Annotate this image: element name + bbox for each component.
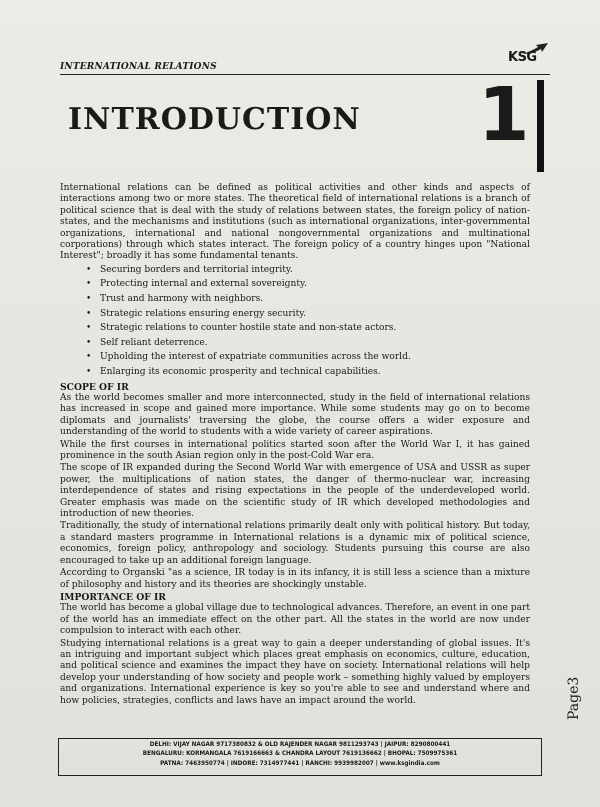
chapter-title: INTRODUCTION — [68, 102, 361, 137]
list-item: • Trust and harmony with neighbors. — [86, 294, 264, 305]
contact-footer — [58, 738, 542, 776]
list-item: • Protecting internal and external sovereignty. — [86, 279, 307, 290]
tenants-list — [60, 265, 530, 378]
list-item: • Strategic relations ensuring energy security. — [86, 308, 307, 319]
chapter-bar — [537, 80, 544, 172]
scope-paragraph: As the world becomes smaller and more interconnected, study in the field of international relations has increased in scope and gained more importance. While some students may go on to become diplomats and journalists' traversing the globe, the course offers a wider exposure and understanding of the world to students with a wide variety of career aspirations. — [60, 393, 530, 438]
header-rule — [60, 74, 550, 75]
list-item: • Securing borders and territorial integrity. — [86, 264, 293, 275]
scope-paragraph: Traditionally, the study of international relations primarily dealt only with political history. But today, a standard masters programme in International relations is a dynamic mix of political science, economics, foreign policy, anthropology and sociology. Students pursuing this course are also encouraged to take up an additional foreign language. — [60, 521, 530, 566]
importance-paragraph: Studying international relations is a great way to gain a deeper understanding of global issues. It's an intriguing and important subject which places great emphasis on economics, culture, education, and political science and examines the impact they have on society. International relations will help develop your understanding of how society and people work – something highly valued by employers and organizations. International experience is key so you're able to see and understand where and how policies, strategies, conflicts and laws have an impact around the world. — [60, 638, 530, 706]
list-item: • Upholding the interest of expatriate communities across the world. — [86, 352, 411, 363]
list-item: • Enlarging its economic prosperity and technical capabilities. — [86, 367, 381, 377]
bullet-icon: • — [86, 294, 92, 305]
importance-paragraph: The world has become a global village due to technological advances. Therefore, an event in one part of the world has an immediate effect on the other part. All the states in the world are now under compulsion to interact with each other. — [60, 603, 530, 637]
list-item: • Self reliant deterrence. — [86, 337, 208, 348]
bullet-icon: • — [86, 279, 92, 290]
section-heading-importance: IMPORTANCE OF IR — [60, 591, 166, 603]
intro-paragraph: International relations can be defined as political activities and other kinds and aspects of interactions among two or more states. The theoretical field of international relations is a branch of political science that is deal with the study of relations between states, the foreign policy of nation-states, and the mechanisms and institutions (such as international organizations, inter-governmental organizations, international and national nongovernmental organizations and multinational corporations) through which states interact. The foreign policy of a country hinges upon "National Interest"; broadly it has some fundamental tenants. — [60, 183, 530, 262]
bullet-icon: • — [86, 337, 92, 348]
footer-line: DELHI: VIJAY NAGAR 9717380832 & OLD RAJENDER NAGAR 9811293743 | JAIPUR: 8290800441 — [149, 742, 451, 748]
bullet-icon: • — [86, 308, 92, 319]
list-item: • Strategic relations to counter hostile state and non-state actors. — [86, 323, 397, 334]
scope-paragraph: The scope of IR expanded during the Second World War with emergence of USA and USSR as super power, the multiplications of nation states, the danger of thermo-nuclear war, increasing interdependence of states and rising expectations in the people of the underdeveloped world. Greater emphasis was made on the scientific study of IR which developed methodologies and introduction of new theories. — [60, 463, 530, 520]
ksg-logo: KSG — [508, 50, 537, 65]
bullet-icon: • — [86, 352, 92, 363]
footer-line: PATNA: 7463950774 | INDORE: 7314977441 | RANCHI: 9939982007 | www.ksgindia.com — [160, 760, 440, 767]
scope-paragraph: While the first courses in international politics started soon after the World War I, it has gained prominence in the south Asian region only in the post-Cold War era. — [60, 439, 530, 462]
running-title: INTERNATIONAL RELATIONS — [60, 62, 217, 72]
section-heading-scope: SCOPE OF IR — [60, 381, 129, 393]
footer-line: BENGALURU: KORMANGALA 7619166663 & CHANDRA LAYOUT 7619136662 | BHOPAL: 7509975361 — [142, 751, 458, 758]
scope-paragraph: According to Organski "as a science, IR today is in its infancy, it is still less a science than a mixture of philosophy and history and its theories are shockingly unstable. — [60, 568, 530, 590]
chapter-number: 1 — [478, 72, 530, 158]
page-number: Page3 — [566, 676, 582, 720]
bullet-icon: • — [86, 367, 92, 377]
bullet-icon: • — [86, 264, 92, 275]
chapter-content — [60, 183, 530, 708]
bullet-icon: • — [86, 323, 92, 334]
